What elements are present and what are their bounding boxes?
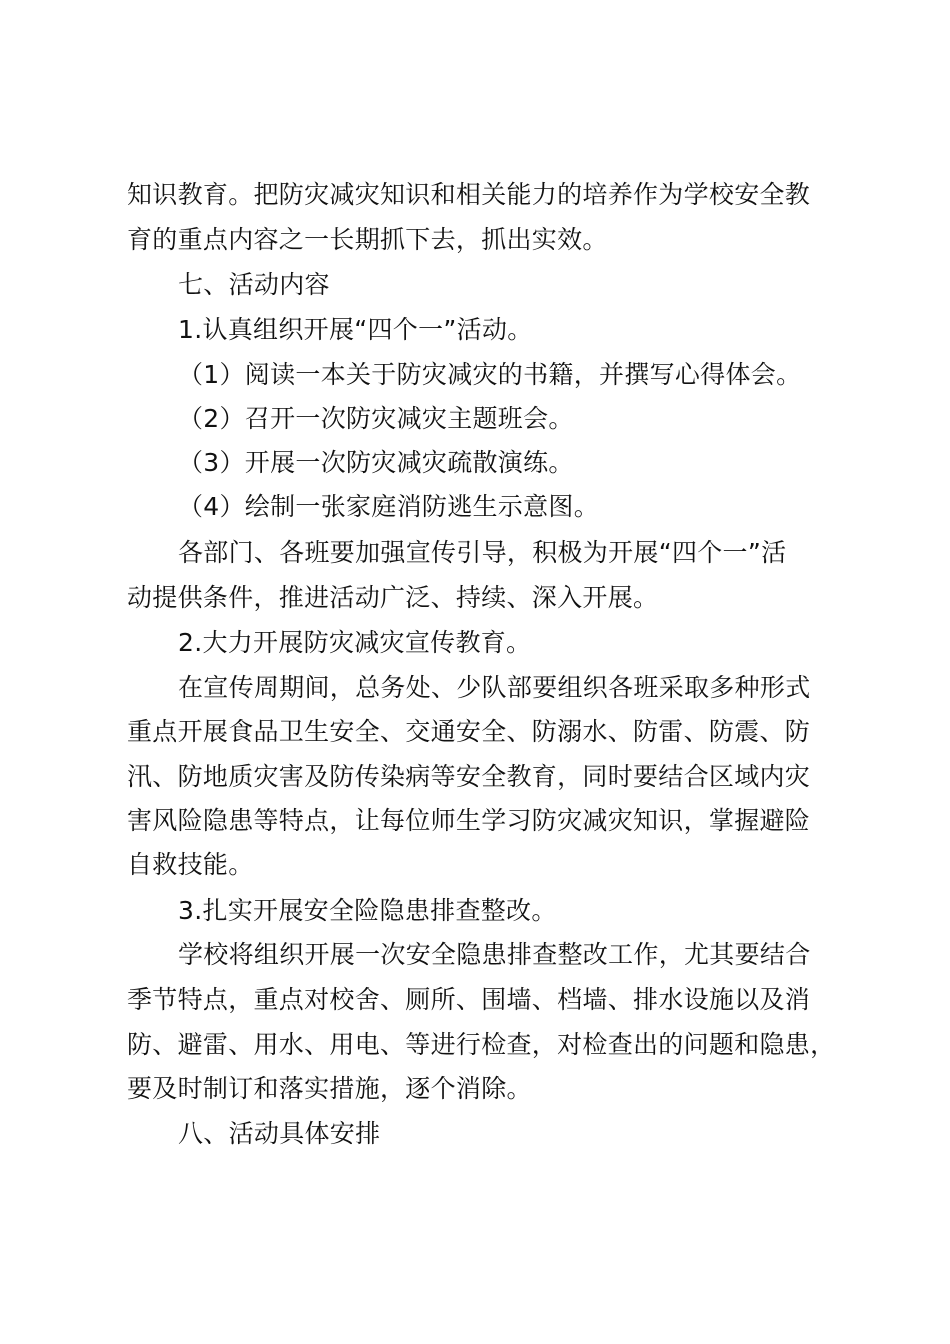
list-item: （3）开展一次防灾减灾疏散演练。 xyxy=(178,448,574,477)
subsection-heading: 2.大力开展防灾减灾宣传教育。 xyxy=(178,628,532,657)
paragraph-line: 动提供条件，推进活动广泛、持续、深入开展。 xyxy=(127,583,659,612)
section-heading: 七、活动内容 xyxy=(178,270,330,299)
list-item: （4）绘制一张家庭消防逃生示意图。 xyxy=(178,492,600,521)
paragraph-line: 防、避雷、用水、用电、等进行检查，对检查出的问题和隐患， xyxy=(127,1030,836,1059)
paragraph-line: 育的重点内容之一长期抓下去，抓出实效。 xyxy=(127,225,608,254)
list-item: （1）阅读一本关于防灾减灾的书籍，并撰写心得体会。 xyxy=(178,360,802,389)
paragraph-line: 害风险隐患等特点，让每位师生学习防灾减灾知识，掌握避险 xyxy=(127,806,811,835)
paragraph-line: 学校将组织开展一次安全隐患排查整改工作，尤其要结合 xyxy=(178,940,811,969)
list-item: （2）召开一次防灾减灾主题班会。 xyxy=(178,404,574,433)
paragraph-line: 汛、防地质灾害及防传染病等安全教育，同时要结合区域内灾 xyxy=(127,762,811,791)
paragraph-line: 在宣传周期间，总务处、少队部要组织各班采取多种形式 xyxy=(178,673,811,702)
paragraph-line: 自救技能。 xyxy=(127,850,254,879)
paragraph-line: 季节特点，重点对校舍、厕所、围墙、档墙、排水设施以及消 xyxy=(127,985,811,1014)
section-heading: 八、活动具体安排 xyxy=(178,1119,381,1148)
paragraph-line: 重点开展食品卫生安全、交通安全、防溺水、防雷、防震、防 xyxy=(127,717,811,746)
paragraph-line: 各部门、各班要加强宣传引导，积极为开展“四个一”活 xyxy=(178,538,787,567)
subsection-heading: 1.认真组织开展“四个一”活动。 xyxy=(178,315,533,344)
subsection-heading: 3.扎实开展安全险隐患排查整改。 xyxy=(178,896,557,925)
paragraph-line: 要及时制订和落实措施，逐个消除。 xyxy=(127,1074,532,1103)
paragraph-line: 知识教育。把防灾减灾知识和相关能力的培养作为学校安全教 xyxy=(127,180,811,209)
